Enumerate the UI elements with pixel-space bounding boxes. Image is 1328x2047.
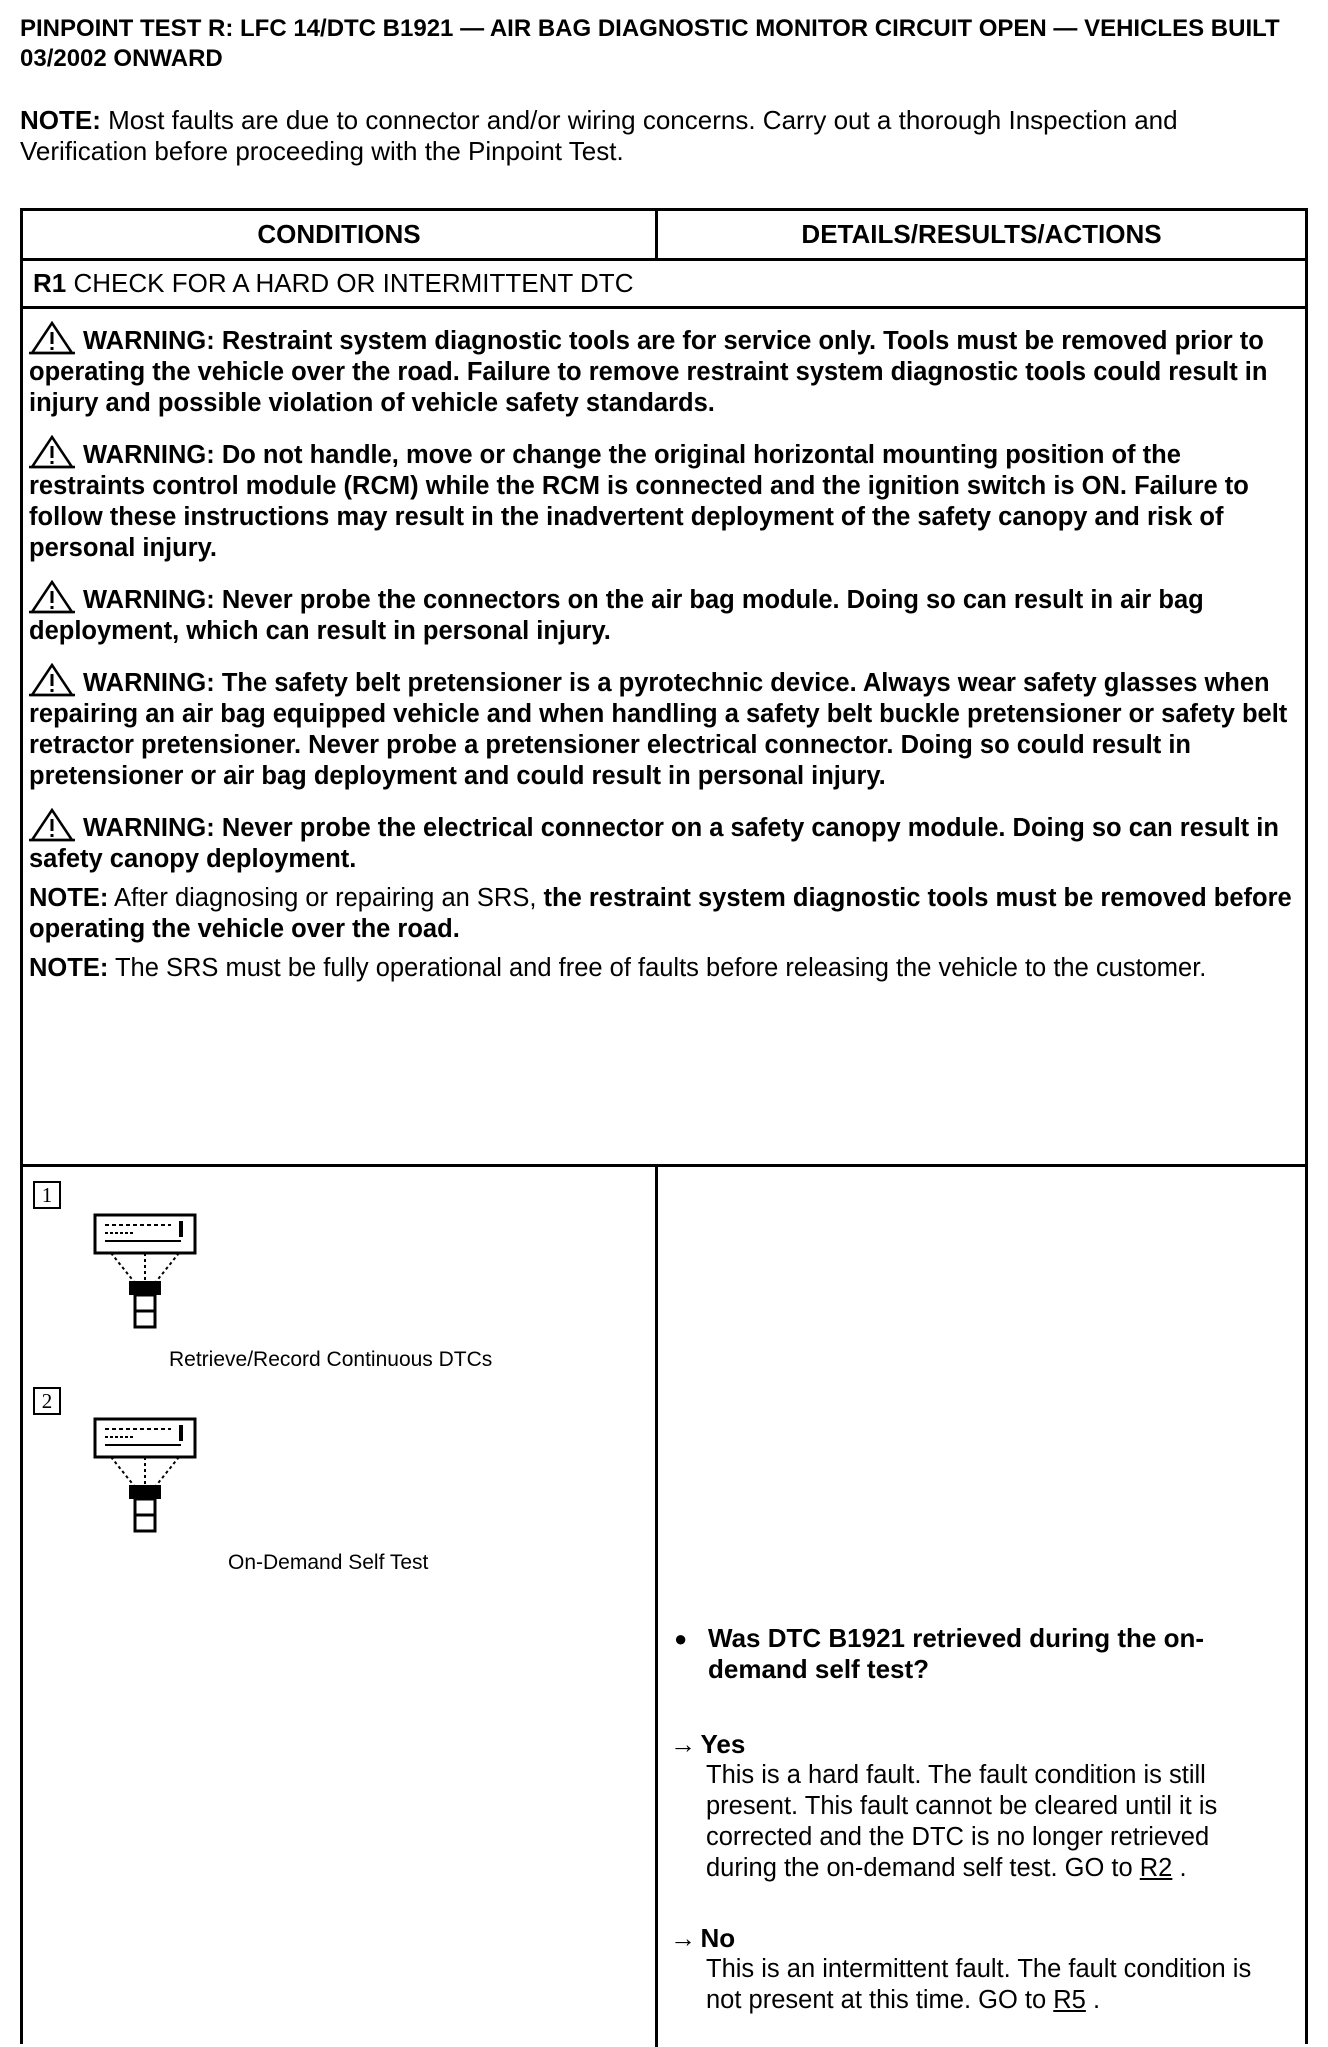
- question: [674, 1623, 1268, 1685]
- bullet-icon: ●: [674, 1626, 688, 1651]
- warning-item: [29, 808, 1297, 875]
- answer-end: .: [1085, 1986, 1101, 2014]
- note-label: NOTE:: [29, 954, 109, 982]
- diagnostic-tool-icon: [91, 1415, 201, 1537]
- column-divider: [655, 1167, 658, 2047]
- answer-yes: [670, 1729, 1280, 1884]
- step-caption: On-Demand Self Test: [228, 1551, 429, 1574]
- step-id: R1: [33, 268, 67, 298]
- note-label: NOTE:: [29, 884, 109, 912]
- column-divider: [655, 211, 658, 258]
- answer-body: This is an intermittent fault. The fault condition is not present at this time. GO to: [706, 1955, 1252, 2014]
- intro-note: [20, 105, 1310, 167]
- answer-body: This is a hard fault. The fault condition is still present. This fault cannot be cleared until it is corrected and the DTC is no longer retrieved during the on-demand self test. GO to: [706, 1761, 1218, 1882]
- table-header: [23, 211, 1305, 261]
- warning-item: [29, 435, 1297, 564]
- arrow-right-icon: →: [670, 1923, 696, 1953]
- warning-triangle-icon: [29, 580, 75, 614]
- note-bold-text: the restraint system diagnostic tools must be removed before operating the vehicle over the road.: [29, 884, 1292, 943]
- warning-item: [29, 663, 1297, 792]
- srs-note: [29, 953, 1297, 984]
- step-caption: Retrieve/Record Continuous DTCs: [169, 1348, 493, 1371]
- answer-no: [670, 1923, 1280, 2016]
- question-text: Was DTC B1921 retrieved during the on-demand self test?: [708, 1623, 1205, 1684]
- note-label: NOTE:: [20, 105, 101, 135]
- answer-end: .: [1172, 1854, 1187, 1882]
- step-title: CHECK FOR A HARD OR INTERMITTENT DTC: [66, 268, 634, 298]
- warning-item: [29, 321, 1297, 419]
- warning-triangle-icon: [29, 808, 75, 842]
- answer-text: [706, 1760, 1286, 1884]
- answer-label: No: [700, 1923, 736, 1953]
- warnings-section: [23, 309, 1305, 1167]
- warning-text: WARNING: Never probe the electrical connector on a safety canopy module. Doing so can result in safety canopy deployment.: [29, 814, 1279, 873]
- warning-text: WARNING: Restraint system diagnostic tools are for service only. Tools must be removed prior to operating the vehicle over the road. Failure to remove restraint system diagnostic tools could result in injury and possible violation of vehicle safety standards.: [29, 327, 1268, 417]
- arrow-right-icon: →: [670, 1729, 696, 1759]
- warning-item: [29, 580, 1297, 647]
- conditions-header: CONDITIONS: [257, 219, 421, 249]
- warning-text: WARNING: Do not handle, move or change the original horizontal mounting position of the restraints control module (RCM) while the RCM is connected and the ignition switch is ON. Failure to follow these instructions may result in the inadvertent deployment of the safety canopy and risk of personal injury.: [29, 441, 1249, 562]
- details-header: DETAILS/RESULTS/ACTIONS: [801, 219, 1162, 249]
- pinpoint-table: [20, 208, 1308, 2044]
- diagnostic-tool-icon: [91, 1211, 201, 1333]
- note-text: After diagnosing or repairing an SRS,: [108, 884, 544, 912]
- page-title: PINPOINT TEST R: LFC 14/DTC B1921 — AIR BAG DIAGNOSTIC MONITOR CIRCUIT OPEN — VEHICLES BUILT 03/2002 ONWARD: [20, 15, 1280, 72]
- note-text: The SRS must be fully operational and free of faults before releasing the vehicle to the customer.: [108, 954, 1207, 982]
- note-text: Most faults are due to connector and/or wiring concerns. Carry out a thorough Inspection and Verification before proceeding with the Pinpoint Test.: [20, 105, 1178, 166]
- warning-text: WARNING: The safety belt pretensioner is a pyrotechnic device. Always wear safety glasses when repairing an air bag equipped vehicle and when handling a safety belt buckle pretensioner or safety belt retractor pretensioner. Never probe a pretensioner electrical connector. Doing so could result in pretensioner or air bag deployment and could result in personal injury.: [29, 669, 1288, 790]
- step-number-box: 2: [33, 1387, 61, 1415]
- goto-r2-link[interactable]: R2: [1139, 1854, 1173, 1882]
- warning-triangle-icon: [29, 435, 75, 469]
- step-number-box: 1: [33, 1181, 61, 1209]
- answer-label: Yes: [700, 1729, 746, 1759]
- warning-triangle-icon: [29, 321, 75, 355]
- warning-text: WARNING: Never probe the connectors on the air bag module. Doing so can result in air bag deployment, which can result in personal injury.: [29, 586, 1204, 645]
- step-title-row: [23, 261, 1305, 309]
- warning-triangle-icon: [29, 663, 75, 697]
- answer-text: [706, 1954, 1286, 2016]
- srs-note: [29, 883, 1297, 945]
- goto-r5-link[interactable]: R5: [1053, 1986, 1086, 2014]
